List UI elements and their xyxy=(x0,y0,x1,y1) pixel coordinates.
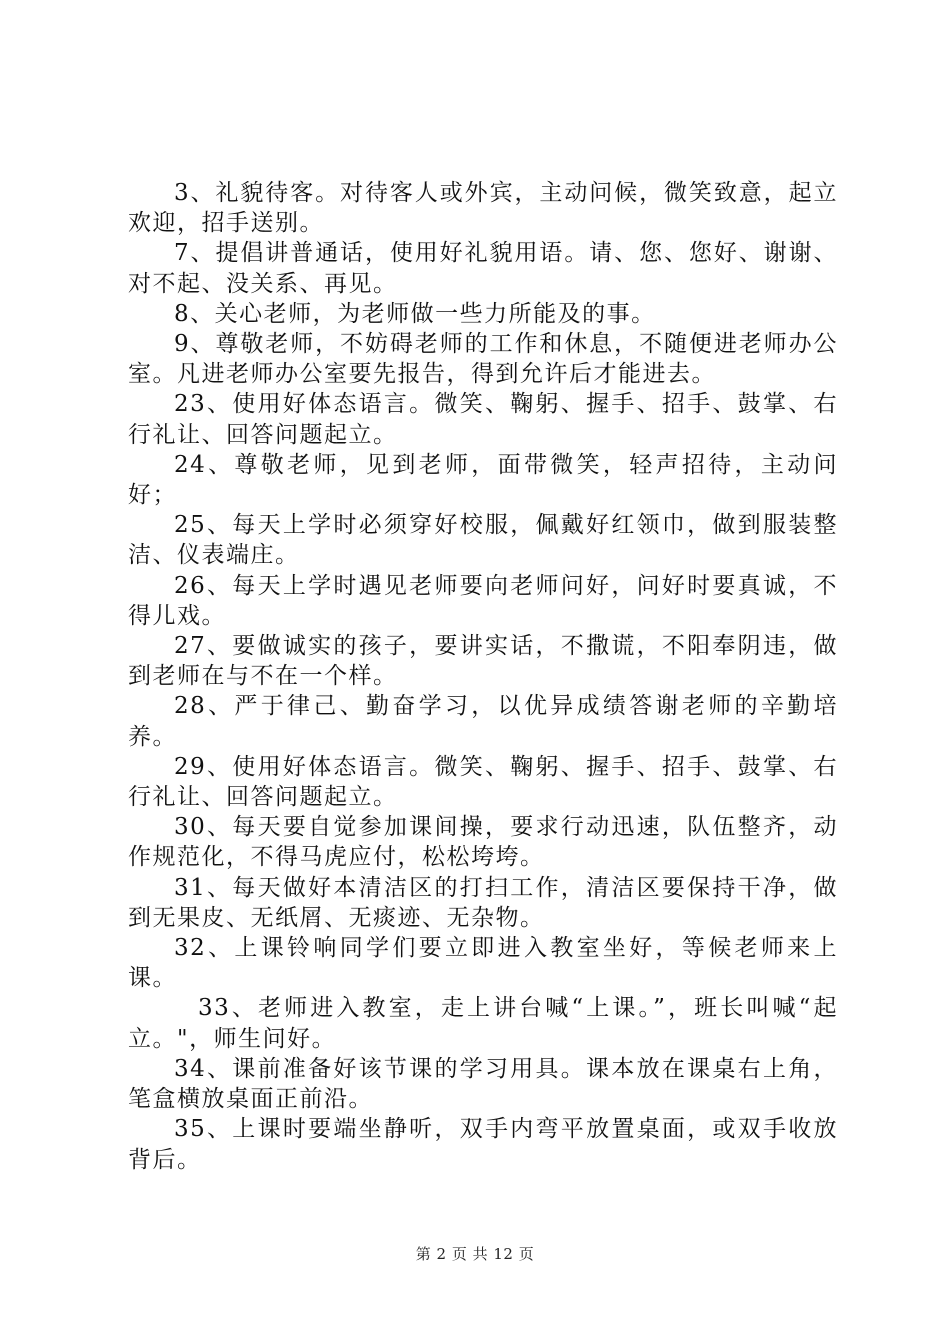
paragraph-rule-30: 30、每天要自觉参加课间操，要求行动迅速，队伍整齐，动作规范化，不得马虎应付，松松垮垮。 xyxy=(128,814,838,871)
paragraph-rule-31: 31、每天做好本清洁区的打扫工作，清洁区要保持干净，做到无果皮、无纸屑、无痰迹、无杂物。 xyxy=(128,874,838,931)
paragraph-rule-35: 35、上课时要端坐静听，双手内弯平放置桌面，或双手收放背后。 xyxy=(128,1116,838,1173)
document-body xyxy=(128,178,838,1175)
paragraph-rule-25: 25、每天上学时必须穿好校服，佩戴好红领巾，做到服装整洁、仪表端庄。 xyxy=(128,512,838,569)
paragraph-rule-32: 32、上课铃响同学们要立即进入教室坐好，等候老师来上课。 xyxy=(128,935,838,992)
paragraph-rule-34: 34、课前准备好该节课的学习用具。课本放在课桌右上角，笔盒横放桌面正前沿。 xyxy=(128,1055,838,1113)
paragraph-rule-23: 23、使用好体态语言。微笑、鞠躬、握手、招手、鼓掌、右行礼让、回答问题起立。 xyxy=(128,391,838,448)
page-number-footer: 第 2 页 共 12 页 xyxy=(415,1245,535,1263)
paragraph-rule-7: 7、提倡讲普通话，使用好礼貌用语。请、您、您好、谢谢、对不起、没关系、再见。 xyxy=(128,240,838,297)
paragraph-rule-3: 3、礼貌待客。对待客人或外宾，主动问候，微笑致意，起立欢迎，招手送别。 xyxy=(128,180,838,237)
paragraph-rule-28: 28、严于律己、勤奋学习，以优异成绩答谢老师的辛勤培养。 xyxy=(128,693,838,750)
paragraph-rule-8: 8、关心老师，为老师做一些力所能及的事。 xyxy=(174,300,656,327)
paragraph-rule-33: 33、老师进入教室，走上讲台喊“上课。”，班长叫喊“起立。"，师生问好。 xyxy=(128,995,838,1052)
paragraph-rule-29: 29、使用好体态语言。微笑、鞠躬、握手、招手、鼓掌、右行礼让、回答问题起立。 xyxy=(128,753,838,811)
paragraph-rule-26: 26、每天上学时遇见老师要向老师问好，问好时要真诚，不得儿戏。 xyxy=(128,572,838,629)
paragraph-rule-27: 27、要做诚实的孩子，要讲实话，不撒谎，不阳奉阴违，做到老师在与不在一个样。 xyxy=(128,633,838,690)
paragraph-rule-24: 24、尊敬老师，见到老师，面带微笑，轻声招待，主动问好； xyxy=(128,451,838,509)
paragraph-rule-9: 9、尊敬老师，不妨碍老师的工作和休息，不随便进老师办公室。凡进老师办公室要先报告，得到允许后才能进去。 xyxy=(128,331,838,388)
